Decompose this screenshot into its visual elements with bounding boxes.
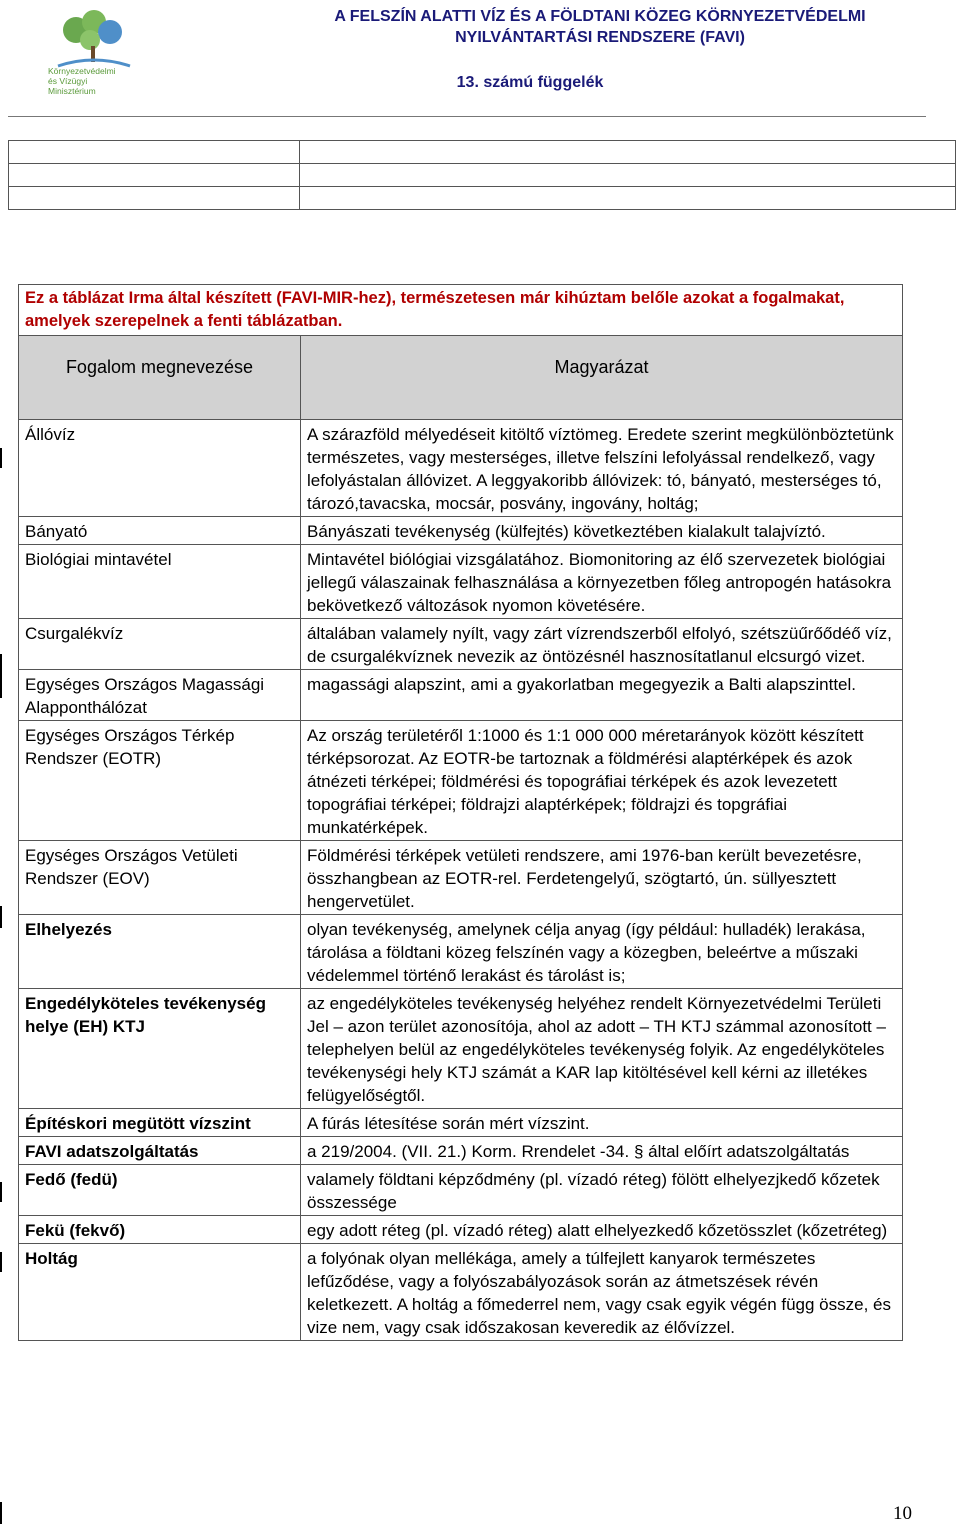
term-cell: Elhelyezés	[19, 915, 301, 989]
explanation-cell: olyan tevékenység, amelynek célja anyag (így például: hulladék) lerakása, tárolása a földtani közeg felszínén vagy a közegben, beleértve a műszaki védelemmel történő lerakást és tárolást is;	[301, 915, 903, 989]
table-row	[19, 841, 903, 915]
term-cell: Egységes Országos Térkép Rendszer (EOTR)	[19, 721, 301, 841]
explanation-cell: magassági alapszint, ami a gyakorlatban megegyezik a Balti alapszinttel.	[301, 670, 903, 721]
term-cell: Holtág	[19, 1244, 301, 1341]
logo-caption: Környezetvédelmi és Vízügyi Minisztérium	[48, 66, 116, 96]
term-cell: Állóvíz	[19, 420, 301, 517]
revision-bar	[0, 448, 2, 468]
revision-bar	[0, 1252, 2, 1272]
term-cell: Csurgalékvíz	[19, 619, 301, 670]
explanation-cell: egy adott réteg (pl. vízadó réteg) alatt elhelyezkedő kőzetösszlet (kőzetréteg)	[301, 1216, 903, 1244]
editor-note: Ez a táblázat Irma által készített (FAVI-MIR-hez), természetesen már kihúztam belőle azokat a fogalmakat, amelyek szerepelnek a fenti táblázatban.	[19, 285, 903, 336]
explanation-cell: Bányászati tevékenység (külfejtés) következtében kialakult talajvíztó.	[301, 517, 903, 545]
appendix-label: 13. számú függelék	[456, 74, 604, 91]
revision-bar	[0, 906, 2, 928]
empty-cell	[9, 187, 300, 210]
table-row	[19, 1216, 903, 1244]
table-header-row	[19, 336, 903, 420]
table-row	[19, 1165, 903, 1216]
empty-cell	[9, 141, 300, 164]
revision-bar	[0, 1502, 2, 1524]
table-row	[19, 545, 903, 619]
empty-cell	[9, 164, 300, 187]
term-cell: FAVI adatszolgáltatás	[19, 1137, 301, 1165]
table-row	[19, 1109, 903, 1137]
explanation-cell: Földmérési térképek vetületi rendszere, ami 1976-ban került bevezetésre, összhangbean az EOTR-rel. Ferdetengelyű, szögtartó, ún. süllyesztett hengervetület.	[301, 841, 903, 915]
empty-table	[8, 140, 956, 210]
explanation-cell: valamely földtani képződmény (pl. vízadó réteg) fölött elhelyezjkedő kőzetek összessége	[301, 1165, 903, 1216]
explanation-cell: A fúrás létesítése során mért vízszint.	[301, 1109, 903, 1137]
empty-cell	[300, 164, 956, 187]
table-row	[19, 619, 903, 670]
term-cell: Bányató	[19, 517, 301, 545]
document-title: A FELSZÍN ALATTI VÍZ ÉS A FÖLDTANI KÖZEG KÖRNYEZETVÉDELMI NYILVÁNTARTÁSI RENDSZERE (FAVI)	[334, 8, 866, 46]
table-row	[19, 989, 903, 1109]
table-row	[19, 1137, 903, 1165]
revision-bar	[0, 654, 2, 698]
empty-cell	[300, 141, 956, 164]
explanation-cell: a 219/2004. (VII. 21.) Korm. Rrendelet -34. § által előírt adatszolgáltatás	[301, 1137, 903, 1165]
explanation-cell: az engedélyköteles tevékenység helyéhez rendelt Környezetvédelmi Területi Jel – azon terület azonosítója, ahol az adott – TH KTJ számmal azonosított – telephelyen belül az engedélyköteles tevékenység folyik. Az engedélyköteles tevékenységi hely KTJ számát a KAR lap kitöltésével kell kérni az illetékes felügyelőségtől.	[301, 989, 903, 1109]
explanation-cell: Az ország területéről 1:1000 és 1:1 000 000 méretarányok között készített térképsorozat. Az EOTR-be tartoznak a földmérési alaptérképek és azok átnézeti térképei; földmérési és topográfiai térképek és azok levezetett topográfiai térképei; földrajzi alaptérképek; földrajzi és topgráfiai munkatérképek.	[301, 721, 903, 841]
glossary-table	[18, 284, 903, 1341]
term-cell: Építéskori megütött vízszint	[19, 1109, 301, 1137]
term-cell: Engedélyköteles tevékenység helye (EH) KTJ	[19, 989, 301, 1109]
term-cell: Egységes Országos Magassági Alapponthálózat	[19, 670, 301, 721]
header-divider	[8, 116, 926, 117]
term-cell: Fekü (fekvő)	[19, 1216, 301, 1244]
explanation-cell: A szárazföld mélyedéseit kitöltő víztömeg. Eredete szerint megkülönböztetünk természetes, vagy mesterséges, illetve felszíni lefolyással rendelkező, vagy lefolyástalan állóvizet. A leggyakoribb állóvizek: tó, bányató, mesterséges tó, tározó,tavacska, mocsár, posvány, ingovány, holtág;	[301, 420, 903, 517]
term-cell: Egységes Országos Vetületi Rendszer (EOV)	[19, 841, 301, 915]
term-cell: Biológiai mintavétel	[19, 545, 301, 619]
table-row	[19, 670, 903, 721]
explanation-cell: Mintavétel biólógiai vizsgálatához. Biomonitoring az élő szervezetek biológiai jellegű válaszainak felhasználása a környezetben főleg antropogén hatásokra bekövetkező változások nyomon követésére.	[301, 545, 903, 619]
table-row	[19, 915, 903, 989]
table-row	[19, 1244, 903, 1341]
table-row	[19, 721, 903, 841]
empty-cell	[300, 187, 956, 210]
column-header-term: Fogalom megnevezése	[19, 336, 301, 420]
explanation-cell: a folyónak olyan mellékága, amely a túlfejlett kanyarok természetes lefűződése, vagy a folyószabályozások során az átmetszések révén keletkezett. A holtág a főmederrel nem, vagy csak egyik végén függ össze, és vize nem, vagy csak időszakosan keveredik az élővízzel.	[301, 1244, 903, 1341]
table-row	[19, 517, 903, 545]
page-number: 10	[893, 1503, 912, 1524]
table-row	[19, 420, 903, 517]
revision-bar	[0, 1182, 2, 1202]
explanation-cell: általában valamely nyílt, vagy zárt vízrendszerből elfolyó, szétszüűrőődéő víz, de csurgalékvíznek nevezik az öntözésnél hasznosítatlanul elcsurgó vizet.	[301, 619, 903, 670]
column-header-explanation: Magyarázat	[301, 336, 903, 420]
term-cell: Fedő (fedü)	[19, 1165, 301, 1216]
